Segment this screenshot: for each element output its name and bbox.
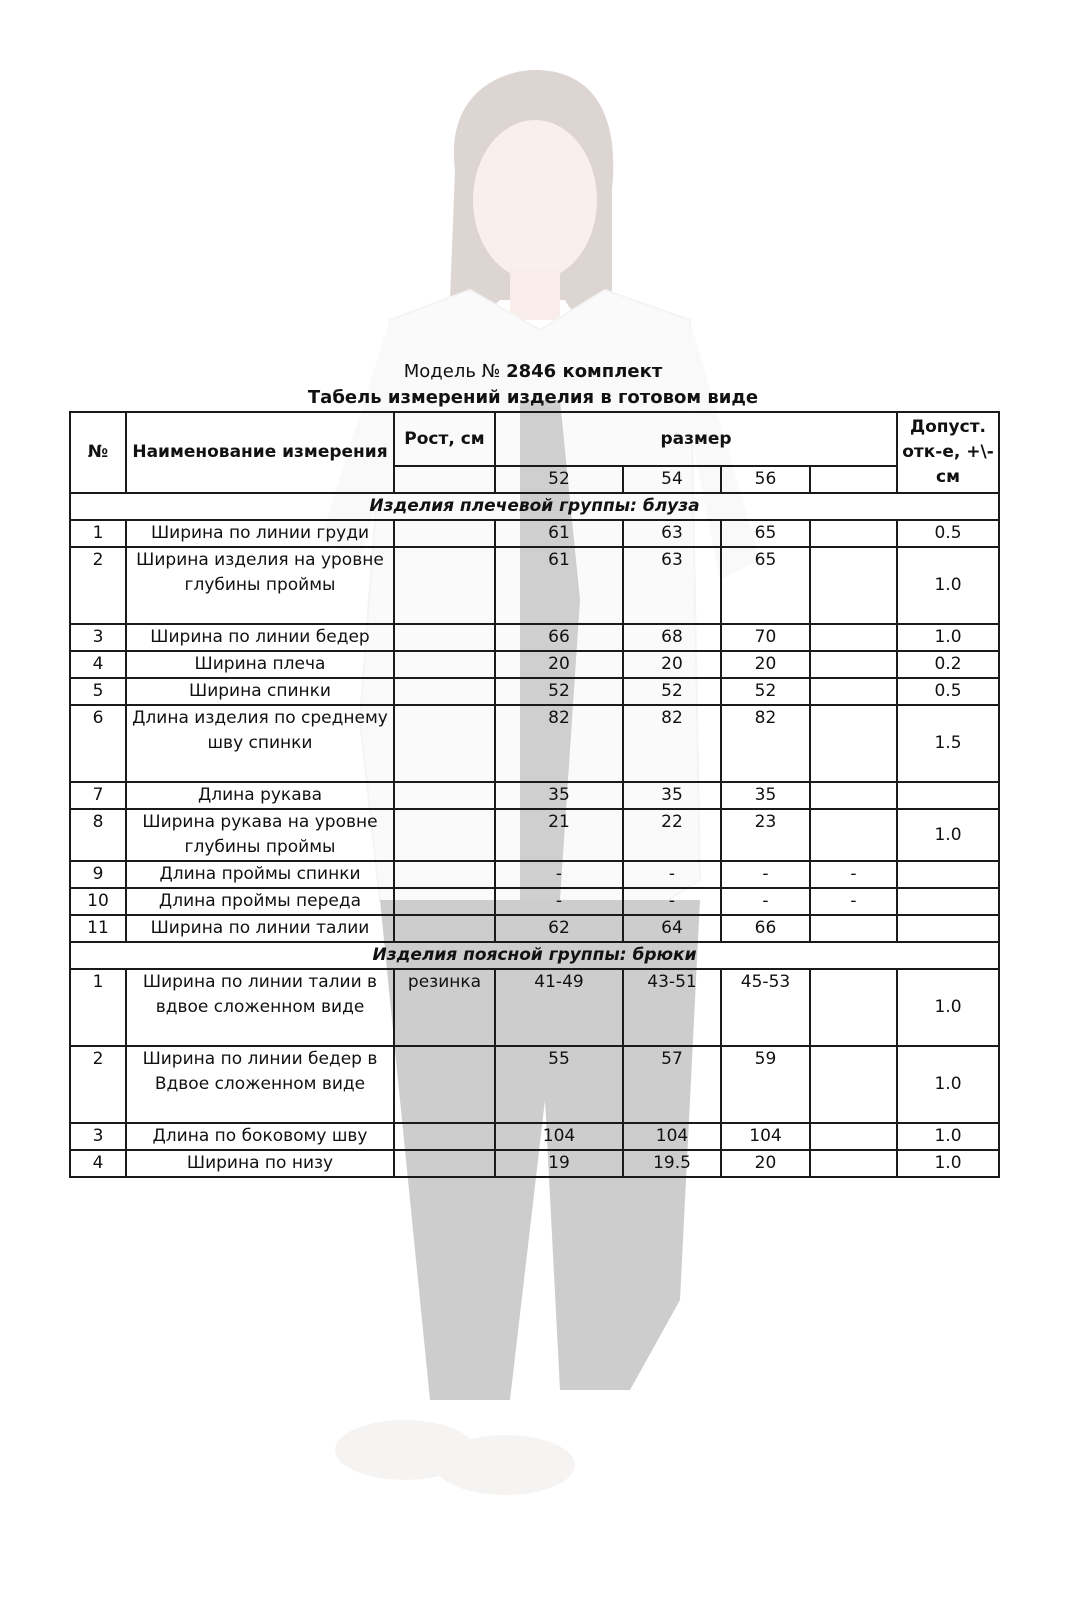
row-size-extra	[810, 705, 897, 782]
row-height	[394, 1123, 495, 1150]
group-label: Изделия плечевой группы: блуза	[70, 493, 999, 520]
row-size-56: 82	[721, 705, 810, 782]
row-size-extra	[810, 809, 897, 861]
row-size-52: 21	[495, 809, 623, 861]
row-size-54: 20	[623, 651, 721, 678]
table-row	[70, 915, 999, 942]
row-height	[394, 1046, 495, 1123]
model-number: 2846 комплект	[506, 361, 663, 382]
row-num: 3	[70, 1123, 126, 1150]
row-size-54: 35	[623, 782, 721, 809]
col-header-tolerance: Допуст. отк-е, +\-см	[897, 412, 999, 493]
row-name: Ширина спинки	[126, 678, 394, 705]
row-tolerance: 1.0	[897, 1150, 999, 1177]
row-name: Длина по боковому шву	[126, 1123, 394, 1150]
row-tolerance	[897, 915, 999, 942]
row-name: Длина проймы спинки	[126, 861, 394, 888]
row-size-54: -	[623, 861, 721, 888]
row-size-52: 20	[495, 651, 623, 678]
row-height	[394, 678, 495, 705]
table-row	[70, 705, 999, 782]
row-size-56: -	[721, 888, 810, 915]
row-num: 4	[70, 651, 126, 678]
group-row	[70, 493, 999, 520]
row-size-extra	[810, 969, 897, 1046]
header-row	[70, 412, 999, 466]
row-size-56: 20	[721, 1150, 810, 1177]
row-size-52: 35	[495, 782, 623, 809]
table-row	[70, 1123, 999, 1150]
model-prefix: Модель №	[403, 361, 501, 382]
row-size-extra	[810, 1046, 897, 1123]
row-size-54: 22	[623, 809, 721, 861]
group-row	[70, 942, 999, 969]
row-tolerance: 1.0	[897, 624, 999, 651]
row-size-extra	[810, 1123, 897, 1150]
row-size-extra	[810, 782, 897, 809]
row-size-extra	[810, 520, 897, 547]
row-num: 8	[70, 809, 126, 861]
row-num: 7	[70, 782, 126, 809]
page-title	[0, 360, 1066, 384]
row-num: 5	[70, 678, 126, 705]
row-size-54: 57	[623, 1046, 721, 1123]
row-size-52: 61	[495, 547, 623, 624]
row-name: Длина изделия по среднему шву спинки	[126, 705, 394, 782]
table-row	[70, 782, 999, 809]
col-header-height: Рост, см	[394, 412, 495, 466]
page-subtitle: Табель измерений изделия в готовом виде	[307, 387, 759, 408]
row-tolerance: 0.2	[897, 651, 999, 678]
row-tolerance: 1.0	[897, 969, 999, 1046]
row-size-56: 35	[721, 782, 810, 809]
row-num: 1	[70, 969, 126, 1046]
row-tolerance	[897, 888, 999, 915]
row-size-56: 52	[721, 678, 810, 705]
row-num: 10	[70, 888, 126, 915]
row-size-52: 55	[495, 1046, 623, 1123]
row-height	[394, 520, 495, 547]
row-name: Ширина изделия на уровне глубины проймы	[126, 547, 394, 624]
row-size-56: 65	[721, 520, 810, 547]
row-size-extra: -	[810, 861, 897, 888]
table-row	[70, 678, 999, 705]
size-header: 56	[721, 466, 810, 493]
row-size-54: 68	[623, 624, 721, 651]
col-header-size: размер	[495, 412, 897, 466]
table-row	[70, 888, 999, 915]
row-height	[394, 861, 495, 888]
row-name: Ширина по линии бедер	[126, 624, 394, 651]
row-height	[394, 782, 495, 809]
row-name: Ширина по низу	[126, 1150, 394, 1177]
row-size-56: 23	[721, 809, 810, 861]
row-height	[394, 705, 495, 782]
table-row	[70, 969, 999, 1046]
row-tolerance: 1.5	[897, 705, 999, 782]
row-size-56: 104	[721, 1123, 810, 1150]
table-row	[70, 547, 999, 624]
row-name: Ширина по линии груди	[126, 520, 394, 547]
row-height	[394, 915, 495, 942]
row-num: 11	[70, 915, 126, 942]
table-row	[70, 651, 999, 678]
row-tolerance: 0.5	[897, 678, 999, 705]
row-num: 3	[70, 624, 126, 651]
row-size-56: -	[721, 861, 810, 888]
table-row	[70, 624, 999, 651]
row-height	[394, 888, 495, 915]
row-size-52: 104	[495, 1123, 623, 1150]
group-label: Изделия поясной группы: брюки	[70, 942, 999, 969]
row-size-56: 20	[721, 651, 810, 678]
row-name: Ширина рукава на уровне глубины проймы	[126, 809, 394, 861]
row-size-extra	[810, 624, 897, 651]
row-size-54: 104	[623, 1123, 721, 1150]
row-height	[394, 809, 495, 861]
row-size-52: 82	[495, 705, 623, 782]
col-header-name: Наименование измерения	[126, 412, 394, 493]
row-name: Ширина по линии талии	[126, 915, 394, 942]
row-size-56: 65	[721, 547, 810, 624]
row-size-52: 66	[495, 624, 623, 651]
row-size-52: 52	[495, 678, 623, 705]
row-size-52: -	[495, 861, 623, 888]
row-size-54: -	[623, 888, 721, 915]
row-height	[394, 651, 495, 678]
row-height	[394, 624, 495, 651]
row-size-52: 62	[495, 915, 623, 942]
row-size-54: 52	[623, 678, 721, 705]
table-row	[70, 1150, 999, 1177]
row-name: Длина рукава	[126, 782, 394, 809]
row-size-extra	[810, 651, 897, 678]
row-height: резинка	[394, 969, 495, 1046]
row-size-54: 63	[623, 547, 721, 624]
row-size-56: 59	[721, 1046, 810, 1123]
row-size-extra	[810, 915, 897, 942]
table-row	[70, 809, 999, 861]
row-size-54: 19.5	[623, 1150, 721, 1177]
size-header: 52	[495, 466, 623, 493]
row-size-extra	[810, 547, 897, 624]
row-num: 2	[70, 547, 126, 624]
row-num: 1	[70, 520, 126, 547]
row-tolerance: 1.0	[897, 547, 999, 624]
row-tolerance	[897, 861, 999, 888]
row-tolerance: 0.5	[897, 520, 999, 547]
row-name: Длина проймы переда	[126, 888, 394, 915]
row-num: 2	[70, 1046, 126, 1123]
row-tolerance: 1.0	[897, 1123, 999, 1150]
size-header	[810, 466, 897, 493]
row-size-52: 41-49	[495, 969, 623, 1046]
row-tolerance: 1.0	[897, 809, 999, 861]
row-tolerance	[897, 782, 999, 809]
size-header: 54	[623, 466, 721, 493]
row-size-52: 61	[495, 520, 623, 547]
row-size-54: 82	[623, 705, 721, 782]
row-size-56: 66	[721, 915, 810, 942]
table-row	[70, 1046, 999, 1123]
row-name: Ширина по линии бедер в Вдвое сложенном виде	[126, 1046, 394, 1123]
row-height	[394, 1150, 495, 1177]
row-name: Ширина по линии талии в вдвое сложенном виде	[126, 969, 394, 1046]
row-size-54: 64	[623, 915, 721, 942]
row-tolerance: 1.0	[897, 1046, 999, 1123]
height-subcell	[394, 466, 495, 493]
measurements-table	[69, 411, 1000, 1178]
row-num: 6	[70, 705, 126, 782]
row-height	[394, 547, 495, 624]
row-size-extra	[810, 1150, 897, 1177]
row-size-54: 63	[623, 520, 721, 547]
row-num: 4	[70, 1150, 126, 1177]
row-name: Ширина плеча	[126, 651, 394, 678]
table-row	[70, 520, 999, 547]
row-size-52: -	[495, 888, 623, 915]
col-header-num: №	[70, 412, 126, 493]
row-size-54: 43-51	[623, 969, 721, 1046]
row-size-52: 19	[495, 1150, 623, 1177]
row-size-extra: -	[810, 888, 897, 915]
row-size-extra	[810, 678, 897, 705]
row-size-56: 45-53	[721, 969, 810, 1046]
row-size-56: 70	[721, 624, 810, 651]
table-row	[70, 861, 999, 888]
row-num: 9	[70, 861, 126, 888]
